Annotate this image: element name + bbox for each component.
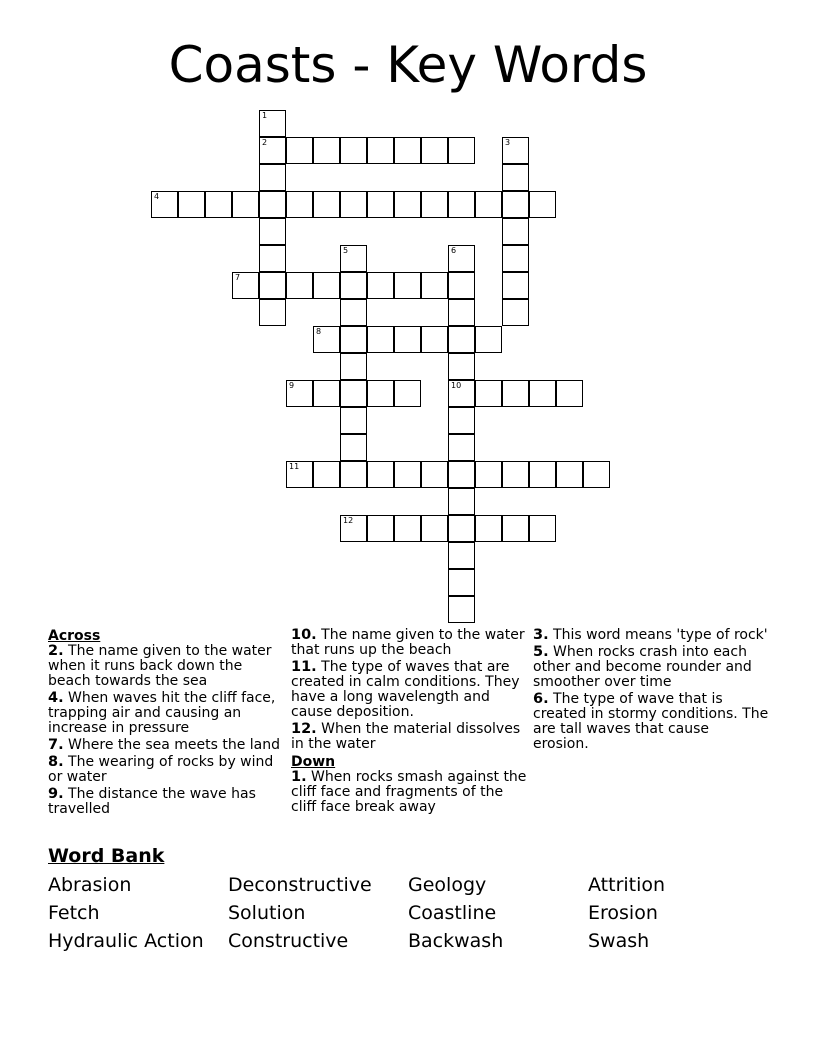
clue-text: This word means 'type of rock': [548, 627, 768, 643]
grid-cell[interactable]: [313, 380, 340, 407]
grid-cell[interactable]: [421, 272, 448, 299]
clue-text: The wearing of rocks by wind or water: [48, 754, 274, 785]
grid-cell[interactable]: [367, 137, 394, 164]
grid-cell[interactable]: [529, 191, 556, 218]
grid-cell[interactable]: [475, 515, 502, 542]
grid-cell[interactable]: [340, 407, 367, 434]
grid-cell[interactable]: [448, 488, 475, 515]
clue-text: When waves hit the cliff face, trapping air and causing an increase in pressure: [48, 690, 276, 736]
clue-number: 9: [289, 381, 295, 390]
clue-number: 8: [316, 327, 322, 336]
clue-text: When rocks smash against the cliff face and fragments of the cliff face break away: [291, 769, 527, 815]
clue-item: [48, 755, 284, 785]
clue-text: The distance the wave has travelled: [48, 786, 256, 817]
grid-cell[interactable]: [421, 191, 448, 218]
grid-cell[interactable]: [259, 218, 286, 245]
grid-cell[interactable]: [448, 434, 475, 461]
down-clue-list: [291, 770, 527, 815]
clue-number: 11: [289, 462, 300, 471]
grid-cell[interactable]: [448, 353, 475, 380]
clue-text: The type of waves that are created in calm conditions. They have a long wavelength and cause deposition.: [291, 659, 520, 720]
clue-number: 12.: [291, 721, 317, 737]
grid-cell[interactable]: [286, 380, 313, 407]
grid-cell[interactable]: [529, 515, 556, 542]
clue-number: 7.: [48, 737, 64, 753]
grid-cell[interactable]: [448, 245, 475, 272]
grid-cell[interactable]: [394, 272, 421, 299]
clue-number: 3: [505, 138, 511, 147]
grid-cell[interactable]: [367, 380, 394, 407]
grid-cell[interactable]: [286, 272, 313, 299]
grid-cell[interactable]: [313, 191, 340, 218]
word-bank-item: Attrition: [588, 874, 666, 896]
grid-cell[interactable]: [367, 272, 394, 299]
clue-item: [291, 660, 527, 720]
grid-cell[interactable]: [259, 272, 286, 299]
grid-cell[interactable]: [475, 461, 502, 488]
clue-text: The name given to the water when it runs back down the beach towards the sea: [48, 643, 272, 689]
grid-cell[interactable]: [340, 434, 367, 461]
grid-cell[interactable]: [475, 326, 502, 353]
clue-item: [533, 645, 769, 690]
clue-number: 1: [262, 111, 268, 120]
grid-cell[interactable]: [475, 191, 502, 218]
clue-number: 2: [262, 138, 268, 147]
word-bank-item: Coastline: [408, 902, 497, 924]
grid-cell[interactable]: [232, 191, 259, 218]
grid-cell[interactable]: [448, 542, 475, 569]
grid-cell[interactable]: [394, 137, 421, 164]
grid-cell[interactable]: [448, 299, 475, 326]
clue-number: 8.: [48, 754, 64, 770]
grid-cell[interactable]: [178, 191, 205, 218]
grid-cell[interactable]: [556, 380, 583, 407]
clue-number: 5: [343, 246, 349, 255]
grid-cell[interactable]: [448, 191, 475, 218]
clue-item: [291, 722, 527, 752]
word-bank-item: Deconstructive: [228, 874, 372, 896]
clue-text: When rocks crash into each other and become rounder and smoother over time: [533, 644, 752, 690]
clue-item: [533, 628, 769, 643]
grid-cell[interactable]: [286, 191, 313, 218]
grid-cell[interactable]: [502, 137, 529, 164]
clue-item: [48, 644, 284, 689]
grid-cell[interactable]: [421, 515, 448, 542]
grid-cell[interactable]: [448, 326, 475, 353]
word-bank-item: Geology: [408, 874, 487, 896]
grid-cell[interactable]: [259, 164, 286, 191]
grid-cell[interactable]: [502, 515, 529, 542]
grid-cell[interactable]: [529, 461, 556, 488]
grid-cell[interactable]: [394, 515, 421, 542]
clue-number: 11.: [291, 659, 317, 675]
grid-cell[interactable]: [259, 299, 286, 326]
clues-column-3: [533, 628, 769, 754]
clues-column-1: [48, 628, 284, 819]
grid-cell[interactable]: [340, 299, 367, 326]
clue-number: 1.: [291, 769, 307, 785]
clue-number: 7: [235, 273, 241, 282]
grid-cell[interactable]: [232, 272, 259, 299]
grid-cell[interactable]: [448, 461, 475, 488]
down-clue-list-continued: [533, 628, 769, 752]
clue-number: 12: [343, 516, 354, 525]
clue-text: Where the sea meets the land: [63, 737, 281, 753]
grid-cell[interactable]: [340, 461, 367, 488]
grid-cell[interactable]: [502, 218, 529, 245]
grid-cell[interactable]: [394, 191, 421, 218]
grid-cell[interactable]: [475, 380, 502, 407]
grid-cell[interactable]: [502, 299, 529, 326]
grid-cell[interactable]: [448, 515, 475, 542]
grid-cell[interactable]: [340, 353, 367, 380]
grid-cell[interactable]: [583, 461, 610, 488]
clue-number: 3.: [533, 627, 549, 643]
down-header: Down: [291, 754, 336, 770]
grid-cell[interactable]: [448, 569, 475, 596]
clue-text: When the material dissolves in the water: [291, 721, 521, 752]
grid-cell[interactable]: [259, 191, 286, 218]
clue-number: 6: [451, 246, 457, 255]
grid-cell[interactable]: [448, 272, 475, 299]
grid-cell[interactable]: [502, 380, 529, 407]
grid-cell[interactable]: [340, 515, 367, 542]
word-bank-item: Swash: [588, 930, 650, 952]
page-title: Coasts - Key Words: [168, 36, 648, 94]
grid-cell[interactable]: [340, 191, 367, 218]
grid-cell[interactable]: [394, 380, 421, 407]
grid-cell[interactable]: [259, 245, 286, 272]
grid-cell[interactable]: [394, 326, 421, 353]
grid-cell[interactable]: [502, 461, 529, 488]
word-bank-item: Hydraulic Action: [48, 930, 204, 952]
grid-cell[interactable]: [502, 191, 529, 218]
clue-item: [533, 692, 769, 752]
grid-cell[interactable]: [421, 137, 448, 164]
clue-number: 2.: [48, 643, 64, 659]
clue-number: 10.: [291, 627, 317, 643]
grid-cell[interactable]: [421, 326, 448, 353]
grid-cell[interactable]: [340, 137, 367, 164]
clue-number: 5.: [533, 644, 549, 660]
grid-cell[interactable]: [556, 461, 583, 488]
grid-cell[interactable]: [529, 380, 556, 407]
clue-text: The type of wave that is created in stormy conditions. The are tall waves that cause erosion.: [533, 691, 769, 752]
grid-cell[interactable]: [394, 461, 421, 488]
grid-cell[interactable]: [340, 272, 367, 299]
grid-cell[interactable]: [313, 272, 340, 299]
grid-cell[interactable]: [421, 461, 448, 488]
grid-cell[interactable]: [502, 164, 529, 191]
clues-column-2: [291, 628, 527, 817]
grid-cell[interactable]: [259, 110, 286, 137]
word-bank-item: Constructive: [228, 930, 349, 952]
clue-number: 10: [451, 381, 462, 390]
grid-cell[interactable]: [367, 326, 394, 353]
word-bank-title: Word Bank: [48, 845, 165, 867]
clue-number: 9.: [48, 786, 64, 802]
grid-cell[interactable]: [502, 245, 529, 272]
across-clue-list: [48, 644, 284, 817]
grid-cell[interactable]: [313, 137, 340, 164]
grid-cell[interactable]: [448, 596, 475, 623]
clue-number: 4: [154, 192, 160, 201]
word-bank-item: Fetch: [48, 902, 100, 924]
across-clue-list-continued: [291, 628, 527, 752]
grid-cell[interactable]: [205, 191, 232, 218]
word-bank-item: Backwash: [408, 930, 504, 952]
clue-item: [48, 691, 284, 736]
grid-cell[interactable]: [340, 326, 367, 353]
across-header: Across: [48, 628, 101, 644]
grid-cell[interactable]: [286, 461, 313, 488]
word-bank-item: Solution: [228, 902, 306, 924]
grid-cell[interactable]: [286, 137, 313, 164]
word-bank-item: Erosion: [588, 902, 658, 924]
grid-cell[interactable]: [340, 380, 367, 407]
clue-number: 6.: [533, 691, 549, 707]
grid-cell[interactable]: [448, 137, 475, 164]
grid-cell[interactable]: [367, 515, 394, 542]
grid-cell[interactable]: [340, 245, 367, 272]
grid-cell[interactable]: [313, 326, 340, 353]
grid-cell[interactable]: [313, 461, 340, 488]
clue-number: 4.: [48, 690, 64, 706]
grid-cell[interactable]: [367, 191, 394, 218]
grid-cell[interactable]: [367, 461, 394, 488]
clue-text: The name given to the water that runs up the beach: [291, 627, 525, 658]
clue-item: [48, 738, 284, 753]
grid-cell[interactable]: [259, 137, 286, 164]
clue-item: [48, 787, 284, 817]
clue-item: [291, 628, 527, 658]
word-bank-item: Abrasion: [48, 874, 132, 896]
clue-item: [291, 770, 527, 815]
grid-cell[interactable]: [448, 380, 475, 407]
grid-cell[interactable]: [502, 272, 529, 299]
grid-cell[interactable]: [448, 407, 475, 434]
grid-cell[interactable]: [151, 191, 178, 218]
